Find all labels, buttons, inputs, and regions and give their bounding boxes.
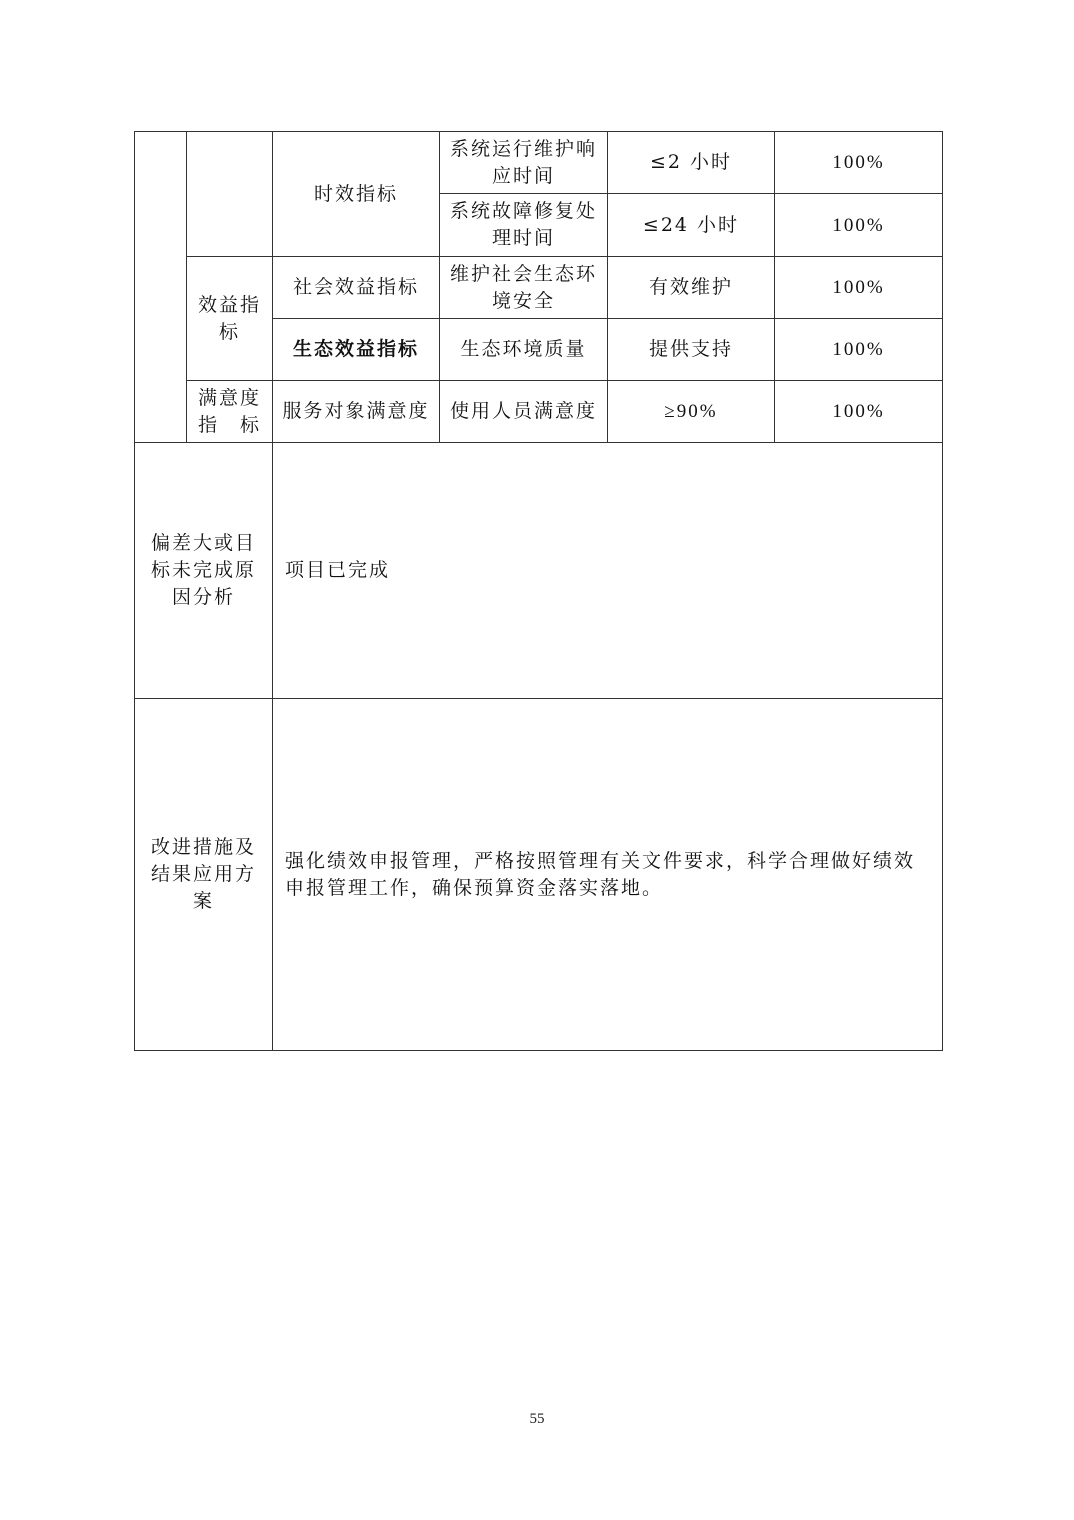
subcategory-cell: 时效指标: [273, 132, 440, 257]
indicator-cell: 系统运行维护响应时间: [440, 132, 608, 194]
target-value-cell: ≤2 小时: [608, 132, 775, 194]
actual-value-cell: 100%: [775, 194, 943, 257]
table-row: [135, 381, 943, 443]
table-row: [135, 257, 943, 319]
actual-value-cell: 100%: [775, 132, 943, 194]
indicator-cell: 使用人员满意度: [440, 381, 608, 443]
table-row: [135, 443, 943, 699]
subcategory-cell: 社会效益指标: [273, 257, 440, 319]
subcategory-cell: 服务对象满意度: [273, 381, 440, 443]
category-cell: 效益指标: [187, 257, 273, 381]
actual-value-cell: 100%: [775, 319, 943, 381]
indicator-cell: 系统故障修复处理时间: [440, 194, 608, 257]
table-row: [135, 132, 943, 194]
deviation-label: 偏差大或目标未完成原因分析: [135, 443, 273, 699]
table-row: [135, 699, 943, 1051]
level2-indicator-cell: [187, 132, 273, 257]
improvement-content: 强化绩效申报管理，严格按照管理有关文件要求，科学合理做好绩效申报管理工作，确保预算资金落实落地。: [273, 699, 943, 1051]
page-number: 55: [529, 1411, 545, 1427]
deviation-content: 项目已完成: [273, 443, 943, 699]
actual-value-cell: 100%: [775, 257, 943, 319]
level1-indicator-cell: [135, 132, 187, 443]
target-value-cell: 有效维护: [608, 257, 775, 319]
subcategory-cell: 生态效益指标: [273, 319, 440, 381]
category-cell: [187, 381, 273, 443]
improvement-label: 改进措施及结果应用方案: [135, 699, 273, 1051]
target-value-cell: ≤24 小时: [608, 194, 775, 257]
target-value-cell: 提供支持: [608, 319, 775, 381]
category-line: 指 标: [197, 413, 261, 436]
target-value-cell: ≥90%: [608, 381, 775, 443]
actual-value-cell: 100%: [775, 381, 943, 443]
category-line: 满意度: [197, 386, 261, 409]
performance-table: [134, 131, 943, 1051]
indicator-cell: 生态环境质量: [440, 319, 608, 381]
indicator-cell: 维护社会生态环境安全: [440, 257, 608, 319]
